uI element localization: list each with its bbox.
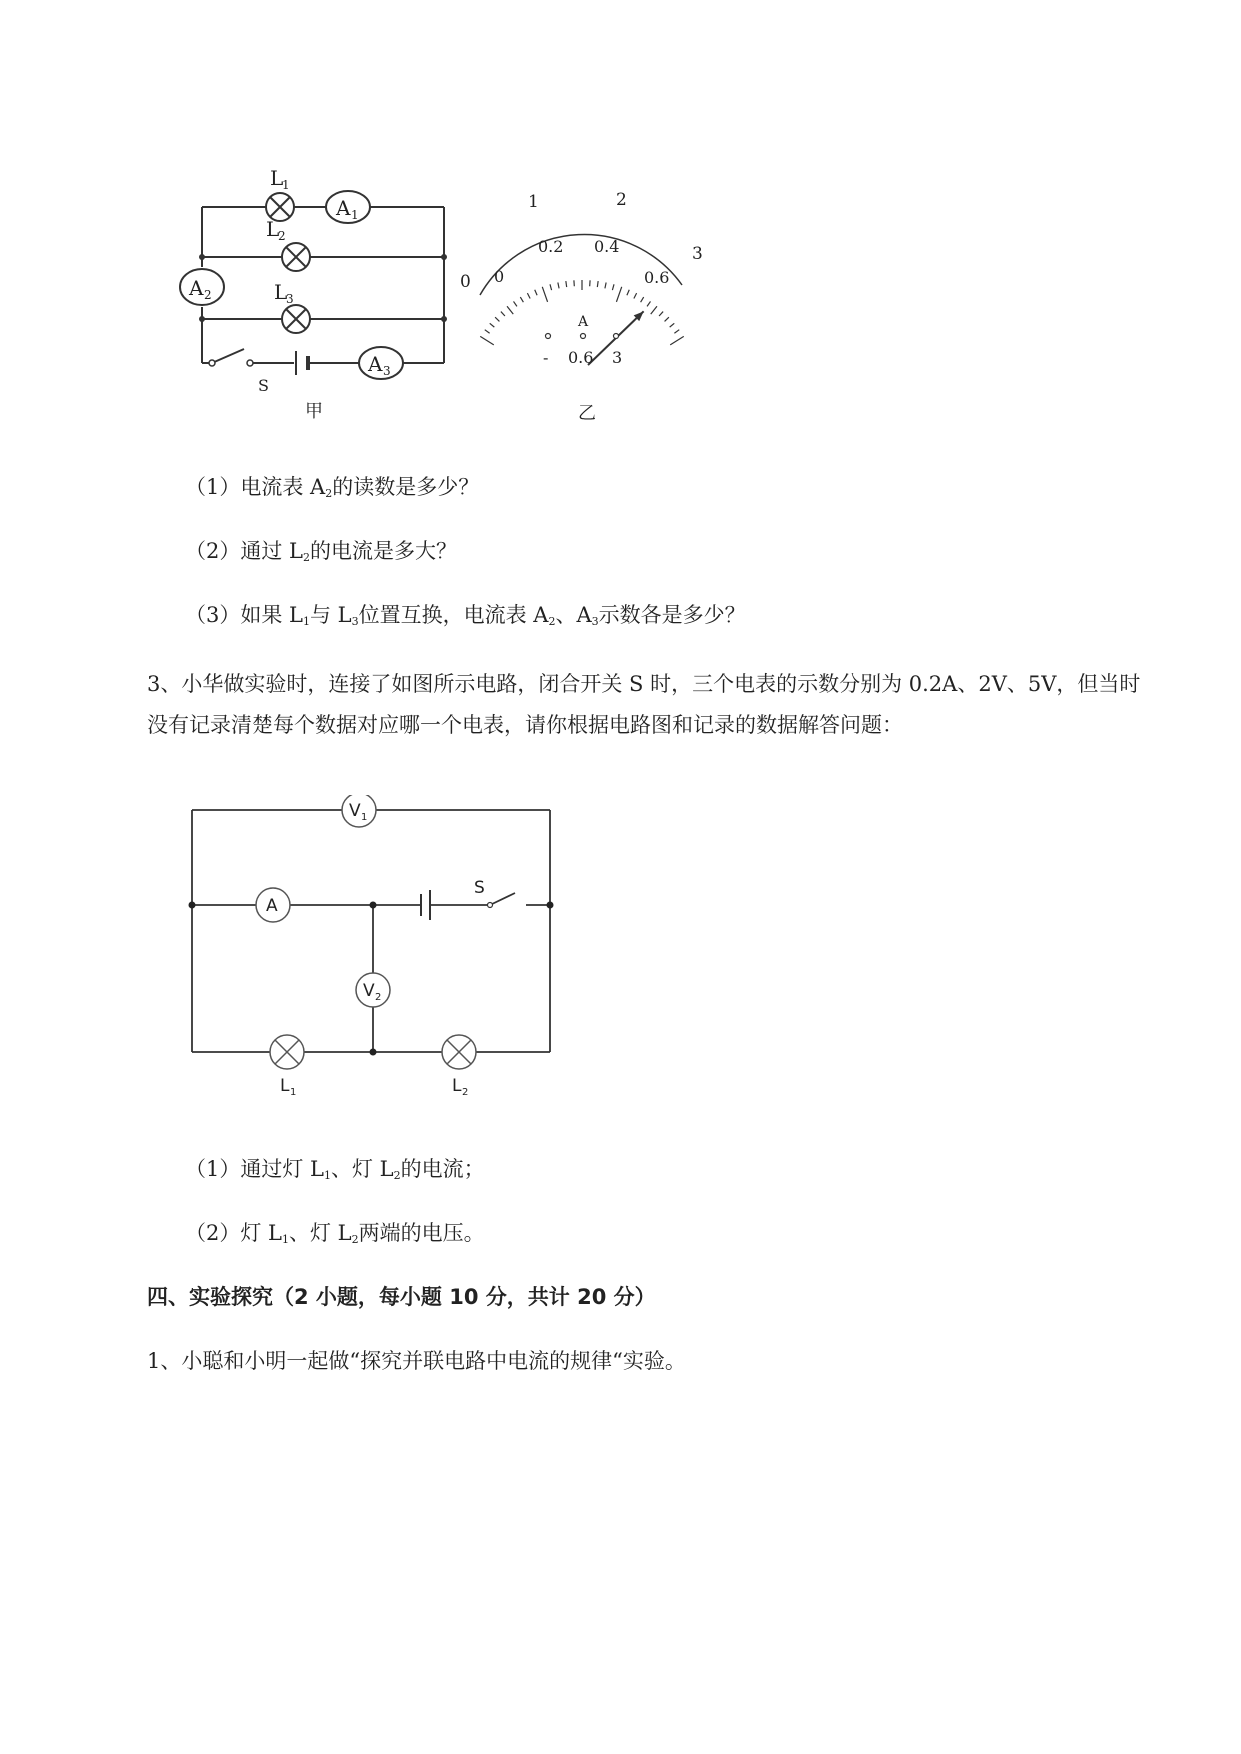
dial-tick (542, 287, 547, 302)
scale-top-2: 2 (616, 190, 627, 210)
terminal-label-3: 3 (612, 348, 623, 367)
dial-tick (634, 293, 637, 298)
dial-tick (627, 290, 629, 296)
dial-tick (507, 306, 513, 314)
figure-circuit-v1-v2 (180, 795, 580, 1115)
v2-letter: V (363, 981, 375, 1001)
dial-tick (480, 336, 494, 344)
voltmeter-v2-icon (356, 973, 390, 1007)
dial-tick (616, 287, 621, 302)
q3-text-d: 、A (555, 603, 592, 627)
dial-tick (674, 330, 679, 334)
ammeter-a2-icon (180, 269, 224, 305)
scale-bottom-0: 0 (494, 267, 505, 286)
q3-text-b: 与 L (309, 603, 352, 627)
qb2-text-b: 、灯 L (288, 1221, 352, 1245)
ammeter-a3-icon (359, 347, 403, 379)
ammeter-a-icon (256, 888, 290, 922)
ammeter-a2-letter: A (189, 276, 204, 300)
dial-tick (665, 317, 669, 321)
q2-text-a: （2）通过 L (185, 539, 303, 563)
dial-tick (670, 336, 684, 344)
dial-tick (566, 281, 567, 287)
problem-3: 3、小华做实验时，连接了如图所示电路，闭合开关 S 时，三个电表的示数分别为 0.2A、2V、5V，但当时没有记录清楚每个数据对应哪一个电表，请你根据电路图和记录的数据解答问题： (147, 672, 1141, 737)
qb2-sub-a: 1 (281, 1233, 289, 1246)
dial-tick (550, 284, 552, 290)
junction-dot (441, 254, 447, 260)
ammeter-a3-sub: 3 (383, 364, 391, 378)
qb2-text-a: （2）灯 L (185, 1221, 282, 1245)
lamp-l2-icon (282, 243, 310, 271)
scale-bottom-2: 0.4 (594, 237, 620, 256)
scale-top-3: 3 (692, 244, 703, 264)
terminal-3 (614, 334, 619, 339)
dial-tick (597, 281, 598, 287)
junction-dot (370, 1049, 377, 1056)
a-letter: A (266, 896, 278, 916)
v1-sub: 1 (361, 812, 368, 823)
ammeter-a2-sub: 2 (204, 288, 212, 302)
dial-tick (659, 312, 663, 316)
scale-bottom-1: 0.2 (538, 237, 564, 256)
ammeter-dial (460, 190, 703, 424)
qb2-sub-b: 2 (351, 1233, 359, 1246)
dial-tick (535, 290, 537, 296)
question-2 (185, 536, 457, 573)
caption-yi: 乙 (578, 403, 596, 424)
dial-tick (485, 330, 490, 334)
junction-dot (441, 316, 447, 322)
q1-text-a: （1）电流表 A (185, 475, 326, 499)
dial-tick (495, 317, 499, 321)
circuit-jia-wires (202, 207, 444, 363)
q3-text-a: （3）如果 L (185, 603, 303, 627)
terminal-label-06: 0.6 (568, 348, 594, 367)
qb1-text-c: 的电流； (400, 1157, 485, 1181)
label-l3: L (274, 280, 288, 304)
dial-tick (490, 323, 495, 327)
label-l1-sub: 1 (282, 178, 290, 192)
label-l1: L (280, 1076, 290, 1096)
question-b1 (185, 1154, 485, 1191)
q3-sub-a: 1 (302, 615, 310, 628)
terminal-06 (581, 334, 586, 339)
qb1-sub-a: 1 (323, 1169, 331, 1182)
v2-sub: 2 (375, 992, 382, 1003)
dial-tick (514, 301, 517, 306)
dial-tick (501, 312, 505, 316)
dial-tick (605, 282, 606, 288)
qb1-text-b: 、灯 L (330, 1157, 394, 1181)
dial-tick (527, 293, 530, 298)
lamp-l1-icon (270, 1035, 304, 1069)
label-l2: L (266, 217, 280, 241)
label-l2-sub: 2 (462, 1087, 469, 1098)
dial-tick (641, 297, 644, 302)
terminal-label-neg: - (543, 348, 549, 367)
dial-tick (612, 284, 614, 290)
q1-sub: 2 (325, 487, 333, 500)
ammeter-a3-letter: A (368, 352, 383, 376)
voltmeter-v1-icon (342, 795, 376, 827)
figure-circuit-and-ammeter (170, 155, 730, 435)
scale-bottom-3: 0.6 (644, 268, 670, 287)
q3-sub-b: 3 (351, 615, 359, 628)
question-3 (185, 600, 746, 637)
junction-dot (370, 902, 377, 909)
meter-unit: A (578, 314, 589, 330)
dial-tick (651, 306, 657, 314)
q3-text-e: 示数各是多少？ (598, 603, 746, 627)
label-switch-s: S (474, 878, 485, 898)
q3-sub-c: 2 (548, 615, 556, 628)
section-heading-4: 四、实验探究（2 小题，每小题 10 分，共计 20 分） (147, 1285, 656, 1309)
ammeter-a1-sub: 1 (351, 208, 359, 222)
junction-dot (199, 254, 205, 260)
question-b2 (185, 1218, 485, 1255)
problem-4-1: 1、小聪和小明一起做“探究并联电路中电流的规律“实验。 (147, 1349, 686, 1373)
scale-top-1: 1 (528, 192, 539, 212)
label-l3-sub: 3 (286, 292, 294, 306)
dial-tick (520, 297, 523, 302)
figure-bottom-svg (180, 795, 580, 1115)
label-l1: L (270, 166, 284, 190)
lamp-l3-icon (282, 305, 310, 333)
junction-dot (189, 902, 196, 909)
switch-contact (247, 360, 253, 366)
q3-text-c: 位置互换，电流表 A (358, 603, 549, 627)
label-l2-sub: 2 (278, 229, 286, 243)
dial-tick (670, 323, 675, 327)
q2-text-b: 的电流是多大？ (309, 539, 457, 563)
qb1-text-a: （1）通过灯 L (185, 1157, 324, 1181)
label-l1-sub: 1 (290, 1087, 297, 1098)
q2-sub: 2 (302, 551, 310, 564)
circuit-wires (192, 810, 550, 1052)
caption-jia: 甲 (305, 401, 323, 422)
junction-dot (199, 316, 205, 322)
label-switch-s: S (258, 376, 269, 395)
qb1-sub-b: 2 (393, 1169, 401, 1182)
switch-pivot (488, 903, 493, 908)
ammeter-a1-icon (326, 191, 370, 223)
dial-tick (558, 282, 559, 288)
terminal-neg (546, 334, 551, 339)
q3-sub-d: 3 (591, 615, 599, 628)
qb2-text-c: 两端的电压。 (358, 1221, 485, 1245)
dial-tick (647, 301, 650, 306)
v1-letter: V (349, 801, 361, 821)
scale-top-0: 0 (460, 272, 471, 292)
label-l2: L (452, 1076, 462, 1096)
lamp-l2-icon (442, 1035, 476, 1069)
figure-top-svg (170, 155, 730, 435)
ammeter-a1-letter: A (336, 196, 351, 220)
q1-text-b: 的读数是多少？ (332, 475, 480, 499)
junction-dot (547, 902, 554, 909)
switch-pivot (209, 360, 215, 366)
question-1 (185, 472, 479, 509)
